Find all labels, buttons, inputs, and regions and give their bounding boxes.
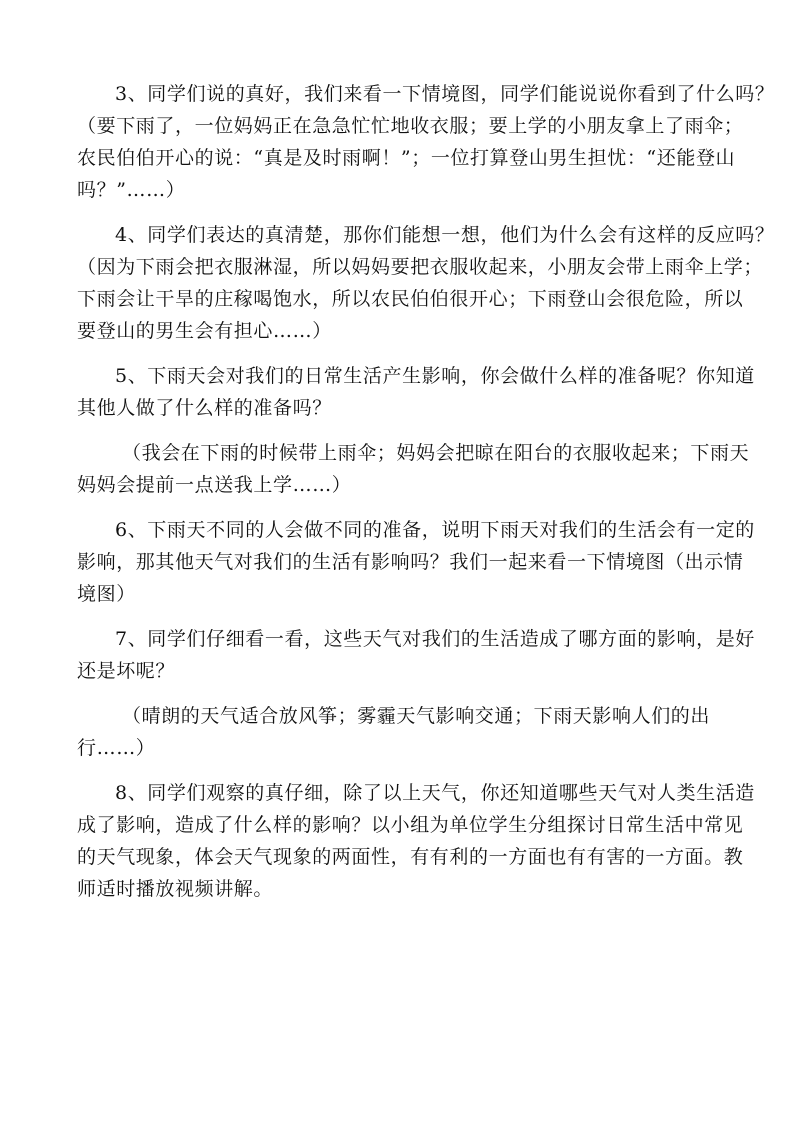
text-line: 吗？”……）	[77, 179, 186, 201]
paragraph	[77, 777, 755, 905]
text-line: 7、同学们仔细看一看，这些天气对我们的生活造成了哪方面的影响，是好	[115, 628, 755, 650]
text-line: 3、同学们说的真好，我们来看一下情境图，同学们能说说你看到了什么吗？	[115, 83, 775, 105]
text-line: 6、下雨天不同的人会做不同的准备，说明下雨天对我们的生活会有一定的	[115, 519, 755, 541]
text-line: 的天气现象，体会天气现象的两面性，有有利的一方面也有有害的一方面。教	[77, 846, 744, 868]
text-line: 农民伯伯开心的说：“真是及时雨啊！”；一位打算登山男生担忧：“还能登山	[77, 147, 736, 169]
text-line: 8、同学们观察的真仔细，除了以上天气，你还知道哪些天气对人类生活造	[115, 782, 755, 804]
text-line: 5、下雨天会对我们的日常生活产生影响，你会做什么样的准备呢？你知道	[115, 365, 755, 387]
document-page	[77, 78, 775, 918]
text-line: （要下雨了，一位妈妈正在急急忙忙地收衣服；要上学的小朋友拿上了雨伞；	[77, 115, 744, 137]
paragraph	[77, 514, 755, 610]
text-line: 其他人做了什么样的准备吗？	[77, 397, 332, 419]
text-line: 还是坏呢？	[77, 660, 176, 682]
text-line: 影响，那其他天气对我们的生活有影响吗？我们一起来看一下情境图（出示情	[77, 551, 744, 573]
text-line: 行……）	[77, 737, 156, 759]
text-line: 下雨会让干旱的庄稼喝饱水，所以农民伯伯很开心；下雨登山会很危险，所以	[77, 288, 744, 310]
text-line: 4、同学们表达的真清楚，那你们能想一想，他们为什么会有这样的反应吗？	[115, 224, 775, 246]
paragraph	[77, 437, 750, 501]
text-line: 境图）	[77, 583, 136, 605]
text-line: 师适时播放视频讲解。	[77, 878, 274, 900]
text-line: 妈妈会提前一点送我上学……）	[77, 474, 352, 496]
text-line: 要登山的男生会有担心……）	[77, 320, 332, 342]
paragraph	[77, 623, 755, 687]
paragraph	[77, 700, 720, 764]
paragraph	[77, 219, 775, 347]
text-line: （我会在下雨的时候带上雨伞；妈妈会把晾在阳台的衣服收起来；下雨天	[122, 442, 750, 464]
paragraph	[77, 360, 755, 424]
text-line: （晴朗的天气适合放风筝；雾霾天气影响交通；下雨天影响人们的出	[122, 705, 711, 727]
document-body	[77, 78, 775, 905]
text-line: （因为下雨会把衣服淋湿，所以妈妈要把衣服收起来，小朋友会带上雨伞上学；	[77, 256, 764, 278]
text-line: 成了影响，造成了什么样的影响？以小组为单位学生分组探讨日常生活中常见	[77, 814, 744, 836]
paragraph	[77, 78, 775, 206]
